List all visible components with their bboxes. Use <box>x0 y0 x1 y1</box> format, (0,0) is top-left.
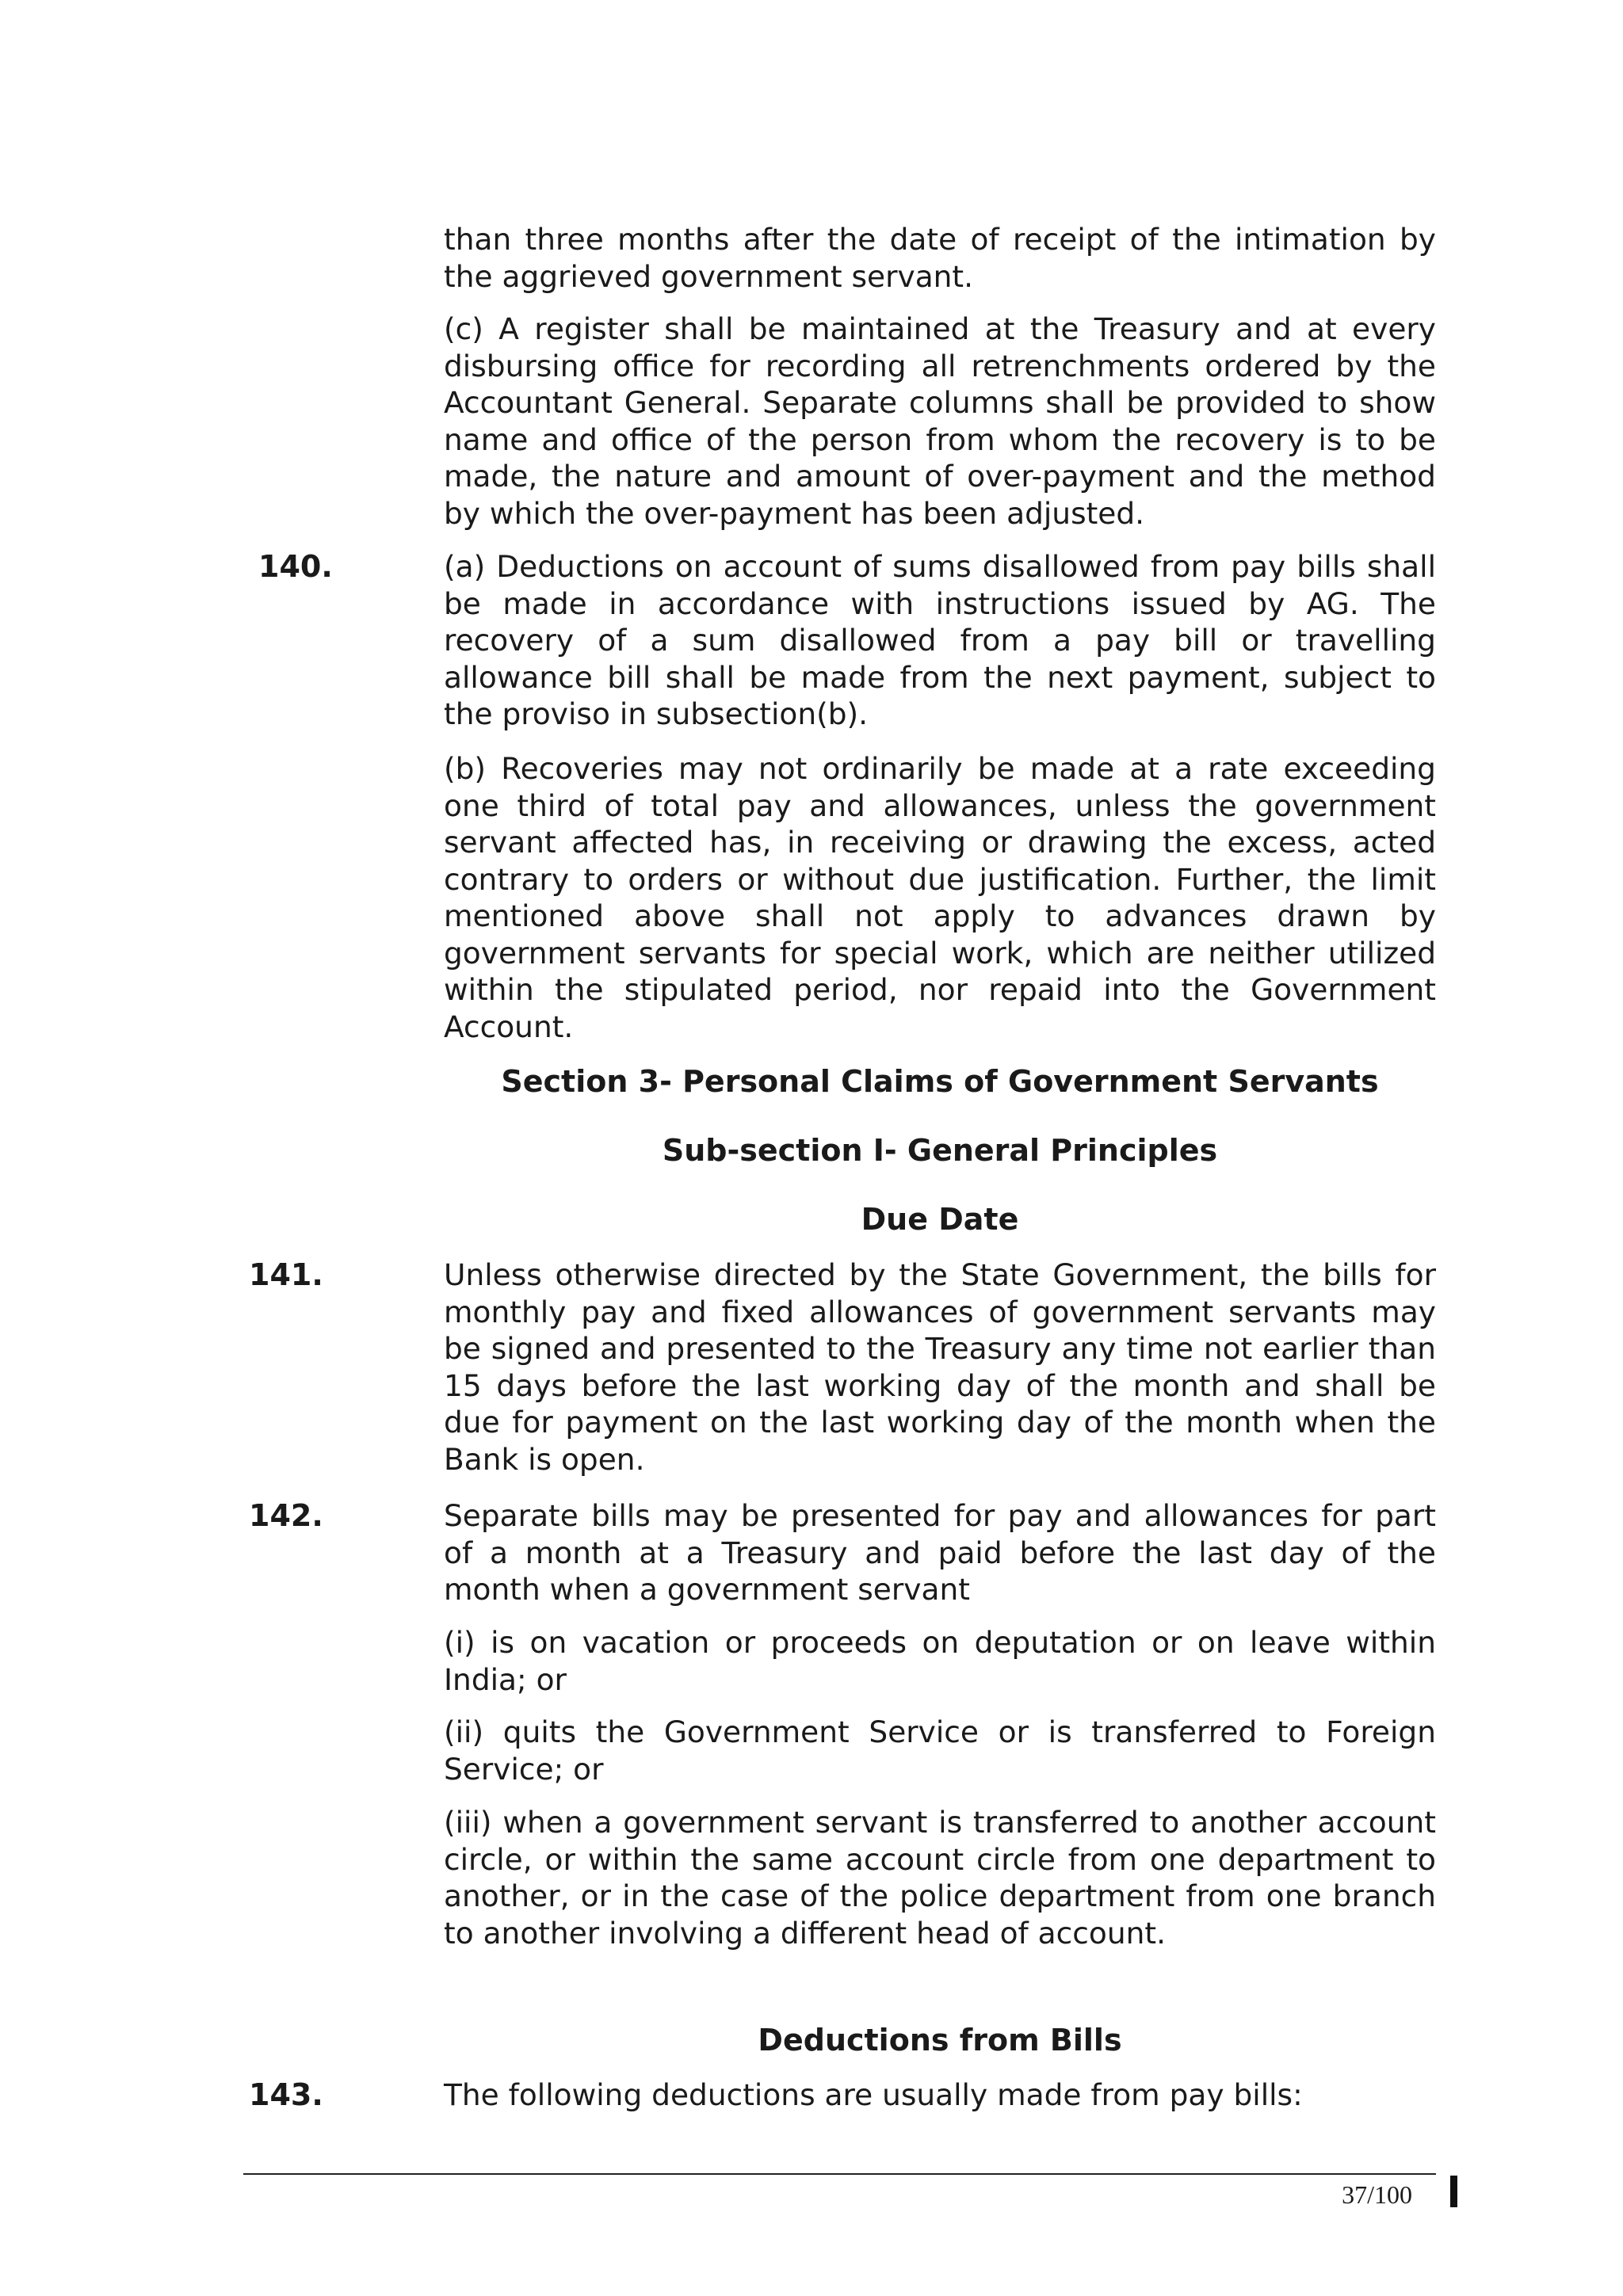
paragraph-142-i: (i) is on vacation or proceeds on deputation or on leave within India; or <box>444 1625 1436 1697</box>
rule-number-141: 141. <box>249 1257 323 1292</box>
subsection-heading: Sub-section I- General Principles <box>662 1133 1218 1168</box>
paragraph-140b: (b) Recoveries may not ordinarily be made at a rate exceeding one third of total pay and allowances, unless the government servant affected has, in receiving or drawing the excess, acted contrary to orders or without due justification. Further, the limit mentioned above shall not apply to advances drawn by government servants for special work, which are neither utilized within the stipulated period, nor repaid into the Government Account. <box>444 751 1436 1044</box>
paragraph-140a: (a) Deductions on account of sums disallowed from pay bills shall be made in accordance with instructions issued by AG. The recovery of a sum disallowed from a pay bill or travelling allowance bill shall be made from the next payment, subject to the proviso in subsection(b). <box>444 549 1436 731</box>
rule-number-140: 140. <box>258 549 333 584</box>
rule-number-142: 142. <box>249 1498 323 1533</box>
paragraph-143: The following deductions are usually made from pay bills: <box>444 2077 1303 2112</box>
paragraph-142: Separate bills may be presented for pay and allowances for part of a month at a Treasury and paid before the last day of the month when a government servant <box>444 1498 1436 1607</box>
paragraph-141: Unless otherwise directed by the State Government, the bills for monthly pay and fixed allowances of government servants may be signed and presented to the Treasury any time not earlier than 15 days before the last working day of the month and shall be due for payment on the last working day of the month when the Bank is open. <box>444 1257 1436 1477</box>
rule-number-143: 143. <box>249 2077 323 2112</box>
page-edge-marker <box>1450 2176 1457 2207</box>
page-number: 37/100 <box>1342 2180 1412 2209</box>
paragraph-142-iii: (iii) when a government servant is transferred to another account circle, or within the same account circle from one department to another, or in the case of the police department from one branch to another involving a different head of account. <box>444 1805 1436 1951</box>
deductions-heading: Deductions from Bills <box>758 2023 1122 2058</box>
paragraph-142-ii: (ii) quits the Government Service or is transferred to Foreign Service; or <box>444 1714 1436 1787</box>
paragraph-continuation: than three months after the date of receipt of the intimation by the aggrieved government servant. <box>444 222 1436 294</box>
paragraph-139c: (c) A register shall be maintained at the Treasury and at every disbursing office for recording all retrenchments ordered by the Accountant General. Separate columns shall be provided to show name and office of the person from whom the recovery is to be made, the nature and amount of over-payment and the method by which the over-payment has been adjusted. <box>444 311 1436 531</box>
section-heading: Section 3- Personal Claims of Government Servants <box>501 1064 1379 1099</box>
footer-rule <box>243 2173 1436 2175</box>
due-date-heading: Due Date <box>861 1202 1019 1237</box>
